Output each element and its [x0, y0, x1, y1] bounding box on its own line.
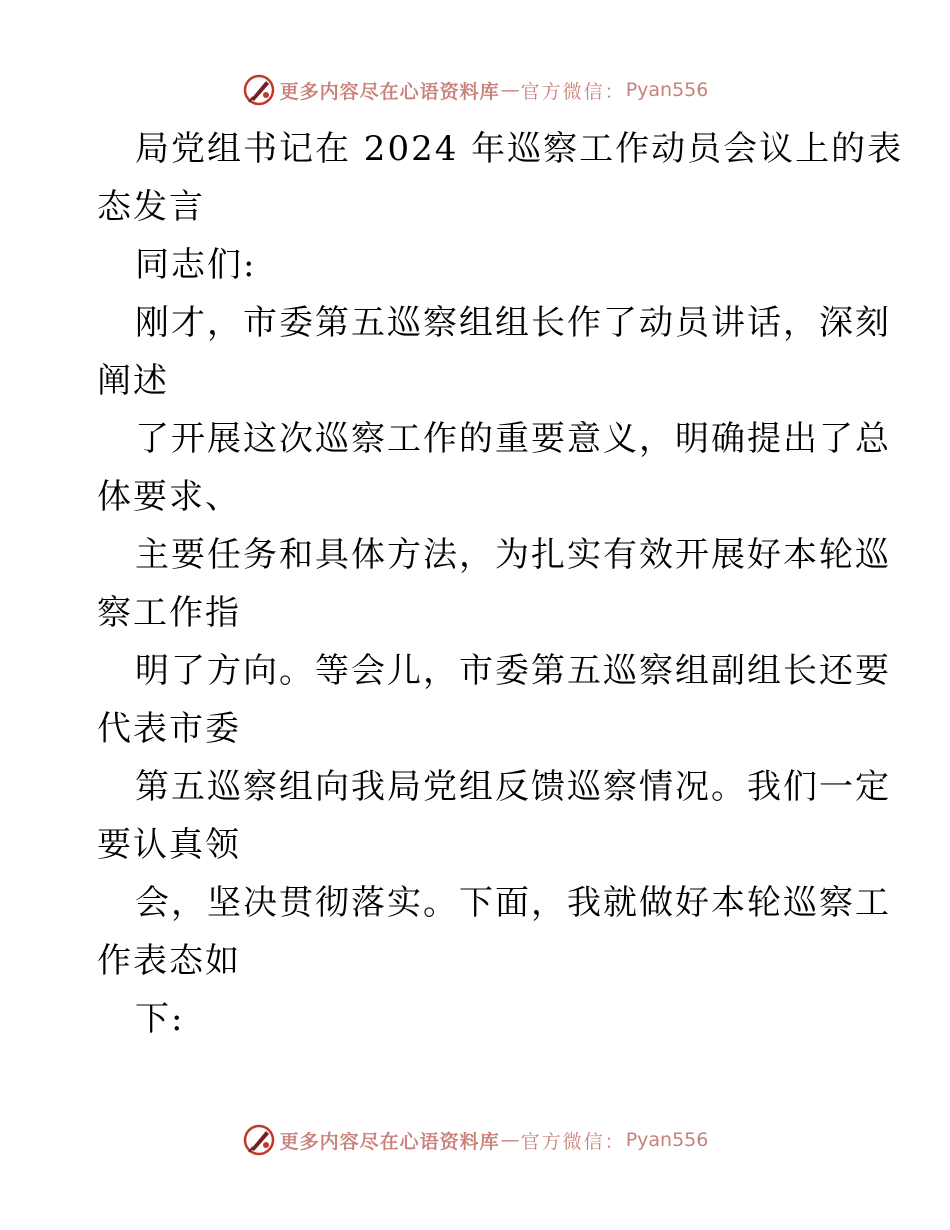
paragraph-line: 代表市委: [97, 709, 241, 749]
banner-wechat-label: 官方微信：: [520, 1130, 626, 1153]
paragraph-line: 下:: [135, 999, 185, 1039]
document-body: [97, 120, 904, 1048]
paragraph-line: 察工作指: [97, 593, 241, 633]
paragraph-line: 了开展这次巡察工作的重要意义，明确提出了总: [135, 419, 891, 459]
salutation: 同志们:: [135, 245, 257, 285]
banner-main-text: 更多内容尽在心语资料库: [279, 80, 500, 103]
banner-separator: —: [500, 79, 520, 101]
footer-banner: [0, 1120, 950, 1160]
document-title-line-1: 局党组书记在 2024 年巡察工作动员会议上的表: [135, 129, 904, 169]
document-title-line-2: 态发言: [97, 187, 205, 227]
quill-logo-icon: [242, 73, 276, 107]
banner-main-text: 更多内容尽在心语资料库: [279, 1130, 500, 1153]
paragraph-line: 明了方向。等会儿，市委第五巡察组副组长还要: [135, 651, 891, 691]
quill-logo-icon: [242, 1123, 276, 1157]
banner-wechat-handle: Pyan556: [625, 1129, 709, 1151]
banner-wechat-label: 官方微信：: [520, 80, 626, 103]
paragraph-line: 会，坚决贯彻落实。下面，我就做好本轮巡察工: [135, 883, 891, 923]
paragraph-line: 作表态如: [97, 941, 241, 981]
banner-separator: —: [500, 1129, 520, 1151]
paragraph-line: 体要求、: [97, 477, 241, 517]
paragraph-line: 主要任务和具体方法，为扎实有效开展好本轮巡: [135, 535, 891, 575]
header-banner: [0, 70, 950, 110]
paragraph-line: 阐述: [97, 361, 169, 401]
paragraph-line: 刚才，市委第五巡察组组长作了动员讲话，深刻: [135, 303, 891, 343]
banner-wechat-handle: Pyan556: [625, 79, 709, 101]
paragraph-line: 第五巡察组向我局党组反馈巡察情况。我们一定: [135, 767, 891, 807]
paragraph-line: 要认真领: [97, 825, 241, 865]
